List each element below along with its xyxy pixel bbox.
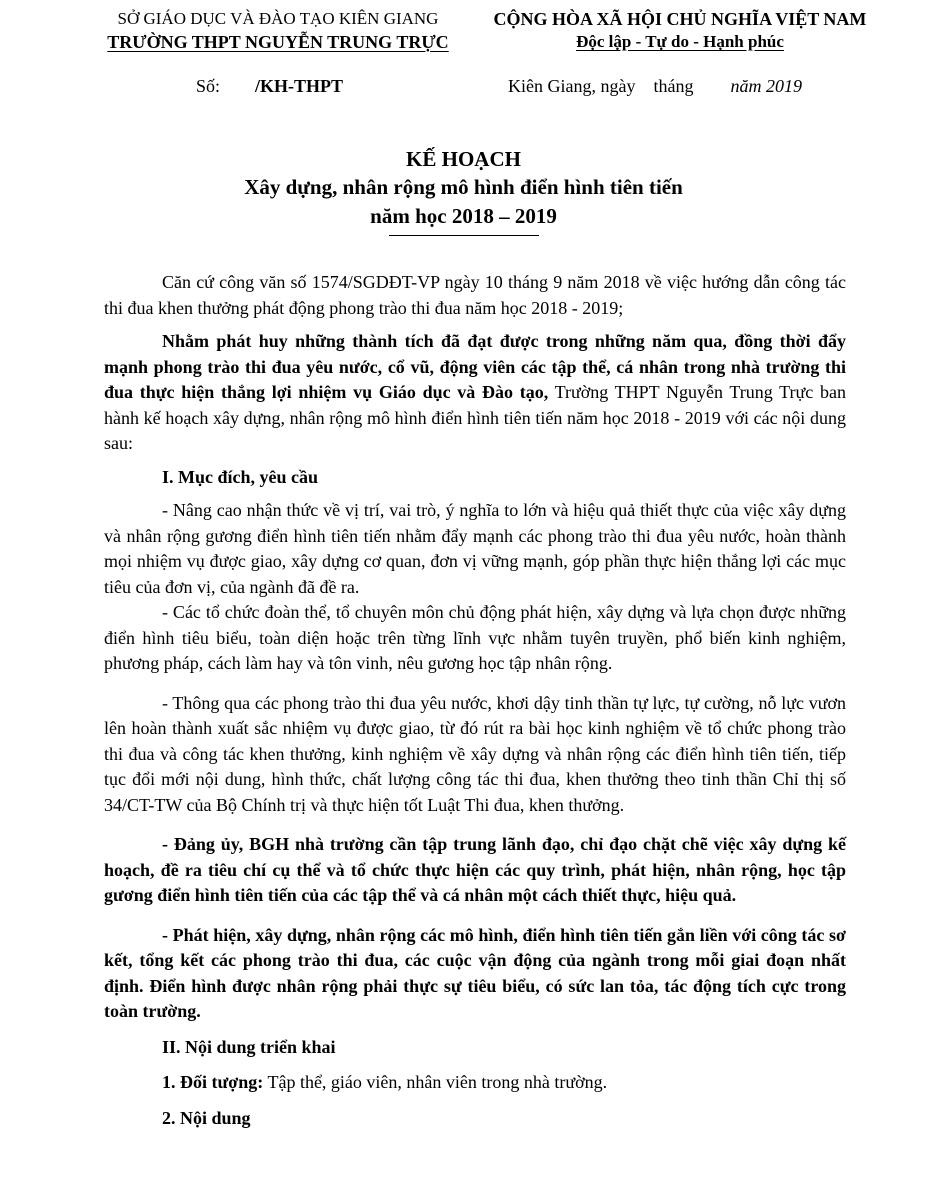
issuer-header xyxy=(92,8,464,54)
document-body xyxy=(104,270,846,1131)
school-name xyxy=(92,30,464,54)
paragraph-legal-basis: Căn cứ công văn số 1574/SGDĐT-VP ngày 10 tháng 9 năm 2018 về việc hướng dẫn công tác thi đua khen thưởng phát động phong trào thi đua năm học 2018 - 2019; xyxy=(104,272,846,318)
title-underline xyxy=(389,235,539,236)
title-subtitle-2: năm học 2018 – 2019 xyxy=(370,204,557,228)
national-motto-text: Độc lập - Tự do - Hạnh phúc xyxy=(576,32,784,51)
document-title xyxy=(0,145,927,236)
paragraph-emulation: - Thông qua các phong trào thi đua yêu nước, khơi dậy tinh thần tự lực, tự cường, nỗ lực vươn lên hoàn thành xuất sắc nhiệm vụ được giao, từ đó rút ra bài học kinh nghiệm về tổ chức phong trào thi đua và công tác khen thưởng, kinh nghiệm về xây dựng và nhân rộng các điển hình tiên tiến, tiếp tục đổi mới nội dung, hình thức, chất lượng công tác thi đua, khen thưởng theo tinh thần Chỉ thị số 34/CT-TW của Bộ Chính trị và thực hiện tốt Luật Thi đua, khen thưởng. xyxy=(104,692,846,815)
paragraph-awareness: - Nâng cao nhận thức về vị trí, vai trò, ý nghĩa to lớn và hiệu quả thiết thực của việc xây dựng và nhân rộng gương điển hình tiên tiến nhằm đẩy mạnh các phong trào thi đua yêu nước, hoàn thành mọi nhiệm vụ được giao, xây dựng cơ quan, đơn vị vững mạnh, góp phần thực hiện thắng lợi các mục tiêu của đơn vị, của ngành đã đề ra. xyxy=(104,500,846,597)
item-content-heading: 2. Nội dung xyxy=(162,1107,251,1128)
paragraph-discovery: - Phát hiện, xây dựng, nhân rộng các mô hình, điển hình tiên tiến gắn liền với công tác sơ kết, tổng kết các phong trào thi đua, các cuộc vận động của ngành trong mỗi giai đoạn nhất định. Điển hình được nhân rộng phải thực sự tiêu biểu, có sức lan tỏa, tác động tích cực trong toàn trường. xyxy=(104,924,846,1021)
national-header xyxy=(480,8,880,54)
paragraph-leadership: - Đảng ủy, BGH nhà trường cần tập trung lãnh đạo, chỉ đạo chặt chẽ việc xây dựng kế hoạch, đề ra tiêu chí cụ thể và tổ chức thực hiện các quy trình, phát hiện, nhân rộng, học tập gương điển hình tiên tiến của các tập thể và cá nhân một cách thiết thực, hiệu quả. xyxy=(104,834,846,905)
school-name-text: TRƯỜNG THPT NGUYỄN TRUNG TRỰC xyxy=(107,32,449,52)
item-target xyxy=(104,1070,846,1096)
title-subtitle-1: Xây dựng, nhân rộng mô hình điển hình tiên tiến xyxy=(244,175,683,199)
country-name: CỘNG HÒA XÃ HỘI CHỦ NGHĨA VIỆT NAM xyxy=(493,9,867,29)
paragraph-purpose-bold: Nhằm phát huy những thành tích đã đạt được trong những năm qua, đồng thời đẩy mạnh phong trào thi đua yêu nước, cổ vũ, động viên các tập thể, cá nhân trong nhà trường thi đua thực hiện thắng lợi nhiệm vụ Giáo dục và Đào tạo, xyxy=(104,331,846,402)
document-number-value: /KH-THPT xyxy=(255,76,344,96)
paragraph-organizations: - Các tổ chức đoàn thể, tổ chuyên môn chủ động phát hiện, xây dựng và lựa chọn được những điển hình tiêu biểu, toàn diện hoặc trên từng lĩnh vực nhằm tuyên truyền, phổ biến kinh nghiệm, phương pháp, cách làm hay và tôn vinh, nêu gương học tập nhân rộng. xyxy=(104,602,846,673)
department-name: SỞ GIÁO DỤC VÀ ĐÀO TẠO KIÊN GIANG xyxy=(117,9,439,28)
document-number-label: Số: xyxy=(196,76,221,96)
paragraph-purpose-rest: Trường THPT Nguyễn Trung Trực ban hành kế hoạch xây dựng, nhân rộng mô hình điển hình tiên tiến năm học 2018 - 2019 với các nội dung sau: xyxy=(104,382,846,453)
document-number xyxy=(196,76,343,97)
place-and-date xyxy=(508,76,802,97)
place-date-text: Kiên Giang, ngày tháng xyxy=(508,76,694,96)
title-main: KẾ HOẠCH xyxy=(406,147,521,171)
section-heading-1: I. Mục đích, yêu cầu xyxy=(162,466,319,487)
document-year: năm 2019 xyxy=(730,76,802,96)
national-motto xyxy=(480,30,880,54)
section-heading-2: II. Nội dung triển khai xyxy=(162,1036,336,1057)
paragraph-purpose-intro xyxy=(104,329,846,457)
item-target-text: Tập thể, giáo viên, nhân viên trong nhà trường. xyxy=(263,1072,608,1092)
item-target-label: 1. Đối tượng: xyxy=(162,1072,264,1092)
